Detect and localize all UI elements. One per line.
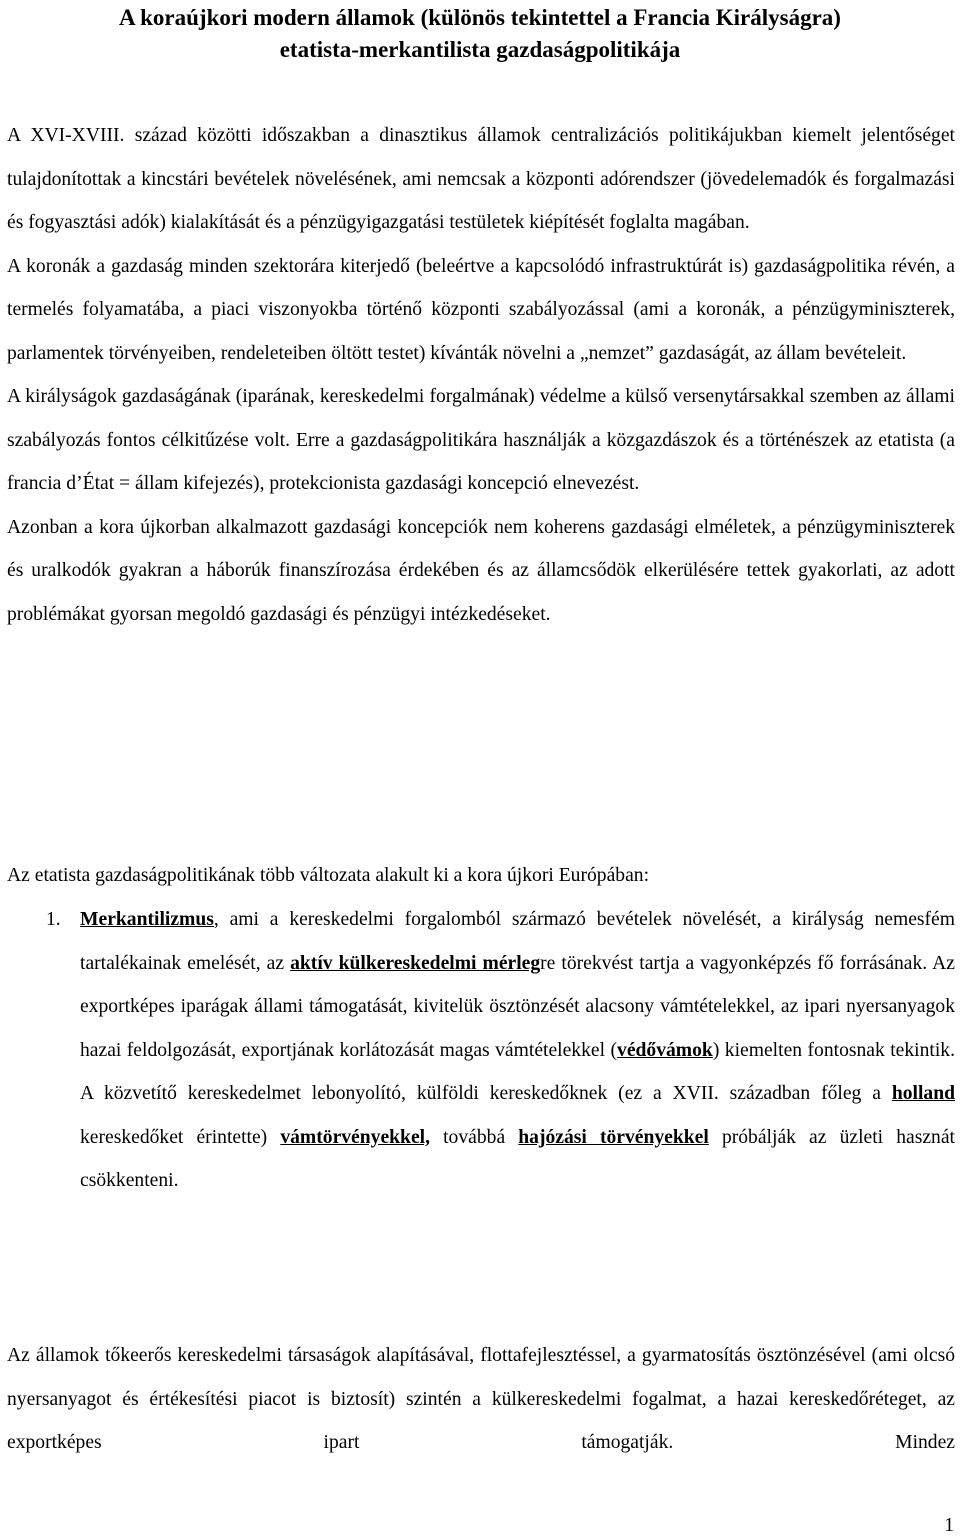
term-merkantilizmus: Merkantilizmus <box>80 909 214 930</box>
title-line-1: A koraújkori modern államok (különös tekintettel a Francia Királyságra) <box>119 5 841 30</box>
list-item <box>0 898 955 1203</box>
term-hajozasi-torvenyekkel: hajózási törvényekkel <box>518 1126 709 1148</box>
final-paragraph: Az államok tőkeerős kereskedelmi társaságok alapításával, flottafejlesztéssel, a gyarmatosítás ösztönzésével (ami olcsó nyersanyagot és értékesítési piacot is biztosít) szintén a külkereskedelmi fogalmat, a hazai kereskedőréteget, az exportképes ipart támogatják. Mindez <box>7 1345 955 1453</box>
body-paragraphs <box>7 114 955 636</box>
paragraph-4: Azonban a kora újkorban alkalmazott gazdasági koncepciók nem koherens gazdasági elméletek, a pénzügyminiszterek és uralkodók gyakran a háborúk finanszírozása érdekében és az államcsődök elkerülésére tettek gyakorlati, az adott problémákat gyorsan megoldó gazdasági és pénzügyi intézkedéseket. <box>7 516 955 625</box>
term-aktiv-kulkereskedelmi-merleg: aktív külkereskedelmi mérleg <box>290 952 541 974</box>
term-holland: holland <box>891 1083 955 1104</box>
list-item-number: 1. <box>46 909 61 930</box>
term-vamtorvenyekkel: vámtörvényekkel, <box>280 1126 430 1148</box>
list-intro-block <box>7 854 955 898</box>
list-text-f: próbálják az üzleti hasznát csökkenteni. <box>80 1126 955 1191</box>
list-text-c: ) kiemelten fontosnak tekintik. A közvetítő kereskedelmet lebonyolító, külföldi kereskedőknek (ez a XVII. században főleg a <box>80 1039 955 1104</box>
policy-variant-list <box>0 898 955 1203</box>
paragraph-1: A XVI-XVIII. század közötti időszakban a dinasztikus államok centralizációs politikájukban kiemelt jelentőséget tulajdonítottak a kincstári bevételek növelésének, ami nemcsak a központi adórendszer (jövedelemadók és forgalmazási és fogyasztási adók) kialakítását és a pénzügyigazgatási testületek kiépítését foglalta magában. <box>7 125 955 233</box>
list-text-b: re törekvést tartja a vagyonképzés fő forrásának. Az exportképes iparágak állami támogatását, kivitelük ösztönzését alacsony vámtételekkel, az ipari nyersanyagok hazai feldolgozását, exportjának korlátozását magas vámtételekkel ( <box>80 952 955 1061</box>
term-vedovamok: védővámok <box>617 1039 713 1061</box>
paragraph-2: A koronák a gazdaság minden szektorára kiterjedő (beleértve a kapcsolódó infrastruktúrát is) gazdaságpolitika révén, a termelés folyamatába, a piaci viszonyokba történő központi szabályozással (ami a koronák, a pénzügyminiszterek, parlamentek törvényeiben, rendeleteiben öltött testet) kívánták növelni a „nemzet” gazdaságát, az állam bevételeit. <box>7 255 955 364</box>
paragraph-3: A királyságok gazdaságának (iparának, kereskedelmi forgalmának) védelme a külső versenytársakkal szemben az állami szabályozás fontos célkitűzése volt. Erre a gazdaságpolitikára használják a közgazdászok és a történészek az etatista (a francia d’État = állam kifejezés), protekcionista gazdasági koncepció elnevezést. <box>7 386 955 494</box>
document-title <box>0 2 960 66</box>
list-text-a: , ami a kereskedelmi forgalomból származó bevételek növelését, a királyság nemesfém tartalékainak emelését, az <box>80 909 955 974</box>
page-number: 1 <box>944 1515 954 1536</box>
list-intro: Az etatista gazdaságpolitikának több változata alakult ki a kora újkori Európában: <box>7 865 650 886</box>
final-paragraph-block <box>7 1334 955 1465</box>
title-line-2: etatista-merkantilista gazdaságpolitikája <box>279 37 681 62</box>
list-text-d: kereskedőket érintette) <box>80 1126 281 1148</box>
list-text-e: továbbá <box>429 1126 519 1148</box>
